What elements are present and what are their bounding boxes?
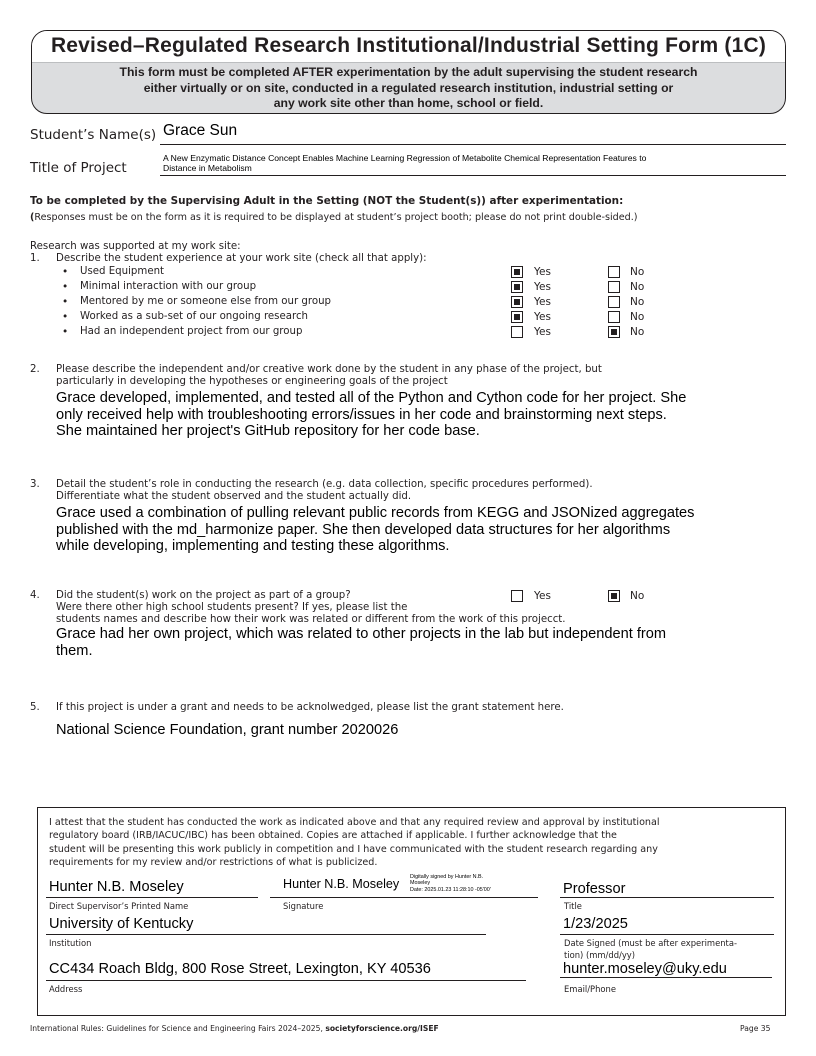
subtitle-line: either virtually or on site, conducted in a regulated research institution, industrial setting or xyxy=(143,80,674,95)
attestation-line: I attest that the student has conducted the work as indicated above and that any required review and approval by institutional xyxy=(49,817,660,828)
question-line: students names and describe how their work was related or different from the work of this projecct. xyxy=(56,614,566,626)
subtitle-line: any work site other than home, school or field. xyxy=(273,96,544,110)
footer-text xyxy=(30,1024,439,1033)
title-field[interactable]: Professor xyxy=(563,881,626,897)
section2-question xyxy=(56,364,602,388)
experience-no-checkbox[interactable] xyxy=(608,281,620,293)
experience-label: Worked as a sub-set of our ongoing research xyxy=(80,311,309,322)
answer-line: Grace used a combination of pulling relevant public records from KEGG and JSONized aggregates xyxy=(56,505,695,521)
section1-number: 1. xyxy=(30,253,40,264)
bullet: • xyxy=(62,326,69,338)
supervisor-name-rule xyxy=(46,897,258,898)
signature-caption: Signature xyxy=(283,901,324,911)
experience-label: Used Equipment xyxy=(80,266,165,277)
project-title-line: A New Enzymatic Distance Concept Enables Machine Learning Regression of Metabolite Chemical Representation Features to xyxy=(163,153,647,163)
section1-intro: Research was supported at my work site: xyxy=(30,241,241,252)
email-rule xyxy=(560,977,772,978)
experience-yes-checkbox[interactable] xyxy=(511,311,523,323)
no-label: No xyxy=(630,326,645,338)
signature-field[interactable]: Hunter N.B. Moseley xyxy=(283,877,400,891)
question-line: Please describe the independent and/or creative work done by the student in any phase of the project, but xyxy=(56,364,602,375)
yes-label: Yes xyxy=(534,590,551,602)
section3-number: 3. xyxy=(30,479,40,490)
date-caption xyxy=(564,938,737,961)
address-field[interactable]: CC434 Roach Bldg, 800 Rose Street, Lexington, KY 40536 xyxy=(49,961,431,977)
project-title-line: Distance in Metabolism xyxy=(163,163,252,173)
bullet: • xyxy=(62,311,69,323)
no-label: No xyxy=(630,266,645,278)
student-name-label: Student’s Name(s) xyxy=(30,127,157,143)
digital-signature-line: Date: 2025.01.23 11:28:10 -05'00' xyxy=(410,886,491,893)
question-line: Did the student(s) work on the project as part of a group? xyxy=(56,590,351,601)
yes-label: Yes xyxy=(534,326,551,338)
footer-left: International Rules: Guidelines for Science and Engineering Fairs 2024–2025, xyxy=(30,1024,323,1033)
section3-question xyxy=(56,479,593,503)
attestation-line: regulatory board (IRB/IACUC/IBC) has been obtained. Copies are attached if applicable. I further acknowledge that the xyxy=(49,830,617,842)
section2-number: 2. xyxy=(30,364,40,375)
form-subtitle xyxy=(52,65,765,112)
section4-question xyxy=(56,590,566,627)
note-paren: ( xyxy=(30,212,35,223)
section1-question: Describe the student experience at your work site (check all that apply): xyxy=(56,253,427,264)
student-name-field[interactable]: Grace Sun xyxy=(163,122,238,139)
group-yes-checkbox[interactable] xyxy=(511,590,523,602)
supervisor-name-caption: Direct Supervisor’s Printed Name xyxy=(49,901,189,911)
answer-line: them. xyxy=(56,642,93,659)
section5-answer[interactable]: National Science Foundation, grant number 2020026 xyxy=(56,722,399,738)
attestation-line: student will be presenting this work publicly in competition and I have communicated with the student research regarding any xyxy=(49,843,658,855)
question-line: particularly in developing the hypotheses or engineering goals of the project xyxy=(56,376,448,388)
attestation-box xyxy=(37,807,786,1016)
section5-number: 5. xyxy=(30,702,40,713)
date-caption-line: Date Signed (must be after experimenta- xyxy=(564,938,737,948)
email-caption: Email/Phone xyxy=(564,984,617,994)
answer-line: while developing, implementing and testing these algorithms. xyxy=(56,538,450,554)
attestation-text xyxy=(49,816,660,870)
yes-label: Yes xyxy=(534,296,551,308)
no-label: No xyxy=(630,311,645,323)
digital-signature-stamp xyxy=(410,874,491,893)
institution-field[interactable]: University of Kentucky xyxy=(49,916,194,932)
no-label: No xyxy=(630,590,645,602)
section2-answer[interactable] xyxy=(56,390,686,440)
experience-label: Had an independent project from our group xyxy=(80,326,303,337)
attestation-line: requirements for my review and/or restrictions of what is publicized. xyxy=(49,857,378,869)
note-text: Responses must be on the form as it is required to be displayed at student’s project booth; please do not print double-sided.) xyxy=(34,212,638,223)
address-caption: Address xyxy=(49,984,83,994)
page-number: Page 35 xyxy=(740,1024,771,1033)
bullet: • xyxy=(62,281,69,293)
address-rule xyxy=(46,980,526,981)
form-header xyxy=(31,30,786,114)
date-rule xyxy=(560,934,774,935)
signature-rule xyxy=(270,897,538,898)
email-field[interactable]: hunter.moseley@uky.edu xyxy=(563,961,727,977)
experience-yes-checkbox[interactable] xyxy=(511,266,523,278)
group-no-checkbox[interactable] xyxy=(608,590,620,602)
experience-no-checkbox[interactable] xyxy=(608,266,620,278)
institution-rule xyxy=(46,934,486,935)
form-title: Revised–Regulated Research Institutional/Industrial Setting Form (1C) xyxy=(50,34,767,57)
digital-signature-line: Digitally signed by Hunter N.B. xyxy=(410,874,484,880)
yes-label: Yes xyxy=(534,266,551,278)
date-caption-line: tion) (mm/dd/yy) xyxy=(564,949,636,960)
section4-answer[interactable] xyxy=(56,626,666,659)
supervisor-name-field[interactable]: Hunter N.B. Moseley xyxy=(49,879,184,895)
experience-no-checkbox[interactable] xyxy=(608,326,620,338)
question-line: Were there other high school students present? If yes, please list the xyxy=(56,602,408,614)
bullet: • xyxy=(62,266,69,278)
section3-answer[interactable] xyxy=(56,505,694,555)
yes-label: Yes xyxy=(534,311,551,323)
title-rule xyxy=(560,897,774,898)
answer-line: published with the md_harmonize paper. She then developed data structures for her algorithms xyxy=(56,521,671,538)
student-name-rule xyxy=(160,144,786,145)
experience-label: Minimal interaction with our group xyxy=(80,281,257,292)
yes-label: Yes xyxy=(534,281,551,293)
footer-link[interactable]: societyforscience.org/ISEF xyxy=(325,1024,439,1033)
experience-no-checkbox[interactable] xyxy=(608,296,620,308)
project-title-label: Title of Project xyxy=(30,160,127,176)
question-line: Detail the student’s role in conducting the research (e.g. data collection, specific procedures performed). xyxy=(56,479,593,490)
institution-caption: Institution xyxy=(49,938,92,948)
title-caption: Title xyxy=(564,901,582,911)
project-title-field[interactable] xyxy=(163,153,646,173)
no-label: No xyxy=(630,281,645,293)
answer-line: She maintained her project's GitHub repository for her code base. xyxy=(56,423,480,439)
subtitle-line: This form must be completed AFTER experimentation by the adult supervising the student research xyxy=(119,65,698,79)
experience-yes-checkbox[interactable] xyxy=(511,281,523,293)
question-line: Differentiate what the student observed and the student actually did. xyxy=(56,491,412,503)
bullet: • xyxy=(62,296,69,308)
instructions-note xyxy=(30,211,638,224)
answer-line: Grace had her own project, which was related to other projects in the lab but independent from xyxy=(56,626,667,642)
section5-question: If this project is under a grant and needs to be acknolwedged, please list the grant statement here. xyxy=(56,702,564,713)
no-label: No xyxy=(630,296,645,308)
date-field[interactable]: 1/23/2025 xyxy=(563,916,628,932)
experience-label: Mentored by me or someone else from our group xyxy=(80,296,331,307)
experience-yes-checkbox[interactable] xyxy=(511,326,523,338)
digital-signature-line: Moseley xyxy=(410,880,431,887)
answer-line: only received help with troubleshooting errors/issues in her code and brainstorming next steps. xyxy=(56,406,667,423)
experience-no-checkbox[interactable] xyxy=(608,311,620,323)
answer-line: Grace developed, implemented, and tested all of the Python and Cython code for her project. She xyxy=(56,390,687,406)
experience-yes-checkbox[interactable] xyxy=(511,296,523,308)
section4-number: 4. xyxy=(30,590,40,601)
project-title-rule xyxy=(160,175,786,176)
instructions-heading: To be completed by the Supervising Adult in the Setting (NOT the Student(s)) after experimentation: xyxy=(30,195,624,207)
